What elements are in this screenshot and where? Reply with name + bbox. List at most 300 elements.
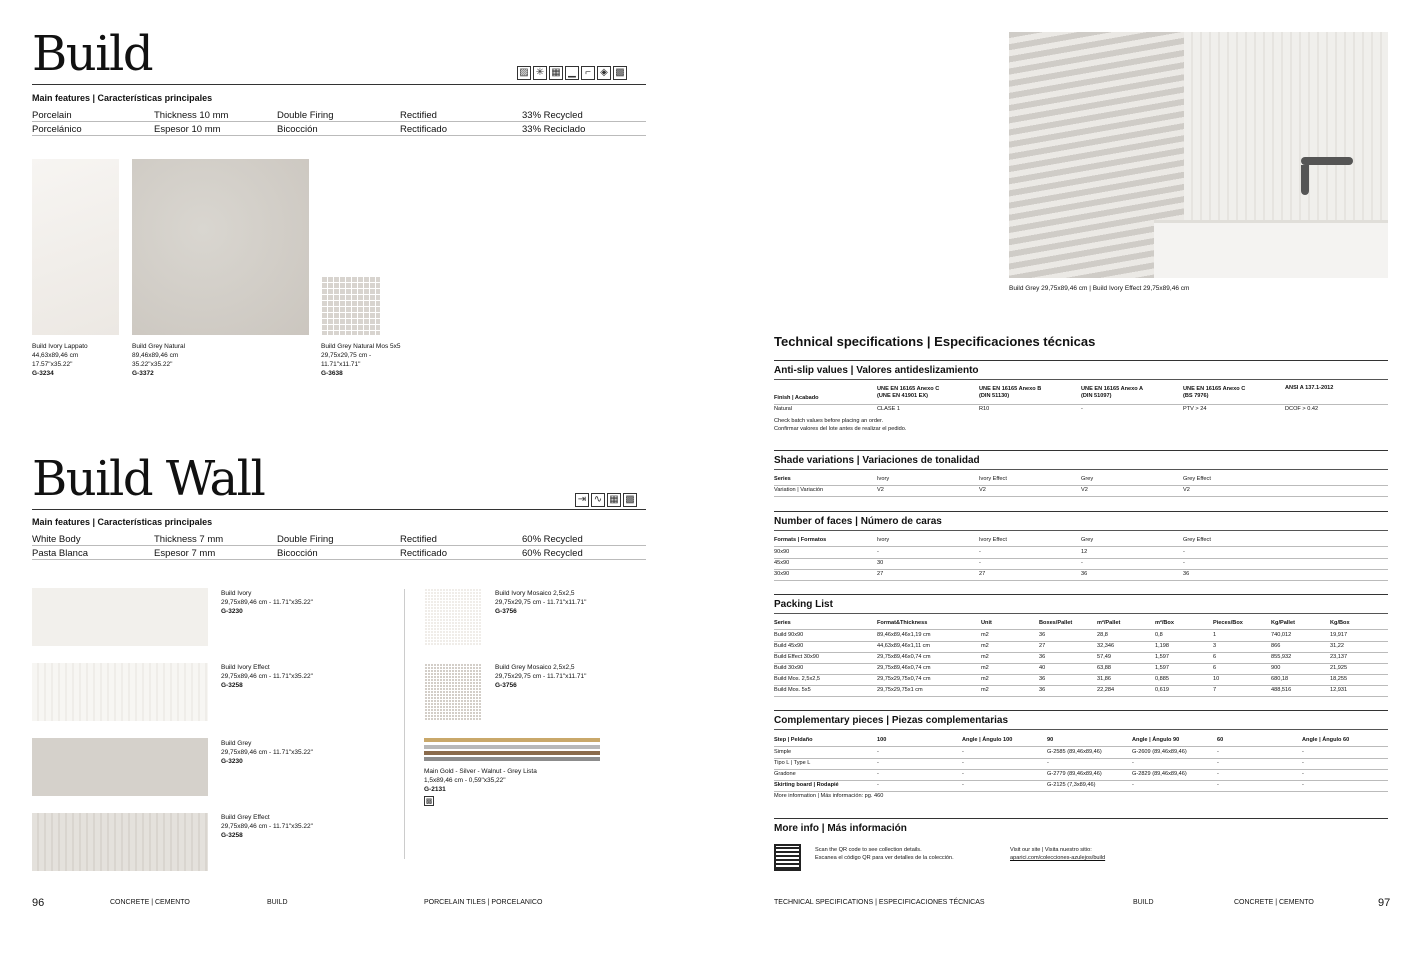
product-dim: 89,46x89,46 cm bbox=[132, 352, 179, 359]
footer-label: TECHNICAL SPECIFICATIONS | ESPECIFICACIONES TÉCNICAS bbox=[774, 899, 985, 906]
table-cell: - bbox=[1217, 782, 1219, 788]
table-cell: 0,619 bbox=[1155, 687, 1169, 693]
product-caption bbox=[495, 663, 586, 690]
feature-cell: Double Firing bbox=[277, 110, 334, 121]
table-cell: Build 90x90 bbox=[774, 632, 804, 638]
table-cell: G-2585 (89,46x89,46) bbox=[1047, 749, 1102, 755]
note: Check batch values before placing an order. bbox=[774, 418, 884, 424]
divider bbox=[32, 559, 646, 560]
table-cell: G-2609 (89,46x89,46) bbox=[1132, 749, 1187, 755]
table-cell: 18,255 bbox=[1330, 676, 1348, 682]
table-header: Ivory Effect bbox=[979, 476, 1007, 482]
table-row bbox=[774, 770, 1388, 781]
site-label: Visit our site | Visita nuestro sitio: bbox=[1010, 847, 1092, 853]
build-title: Build bbox=[32, 26, 153, 82]
build-features-table bbox=[32, 108, 646, 136]
feature-cell: 33% Reciclado bbox=[522, 124, 586, 135]
tile-build-ivory-lappato bbox=[32, 159, 119, 335]
table-row bbox=[774, 759, 1388, 770]
product-code: G-3258 bbox=[221, 682, 243, 689]
table-cell: Natural bbox=[774, 406, 793, 412]
product-code: G-3756 bbox=[495, 682, 517, 689]
table-cell: 6 bbox=[1213, 654, 1217, 660]
product-code: G-3230 bbox=[221, 608, 243, 615]
table-cell: Build 30x90 bbox=[774, 665, 804, 671]
table-header: (UNE EN 41901 EX) bbox=[877, 393, 928, 399]
table-cell: - bbox=[1047, 760, 1049, 766]
table-row bbox=[774, 781, 1388, 792]
qr-code-pattern bbox=[774, 844, 801, 871]
divider bbox=[774, 594, 1388, 595]
table-cell: 10 bbox=[1213, 676, 1220, 682]
divider bbox=[774, 710, 1388, 711]
table-cell: 30x90 bbox=[774, 571, 790, 577]
table-cell: - bbox=[1217, 760, 1219, 766]
table-cell: 21,925 bbox=[1330, 665, 1348, 671]
table-cell: 40 bbox=[1039, 665, 1046, 671]
table-header: Grey Effect bbox=[1183, 537, 1211, 543]
qr-line: Scan the QR code to see collection details. bbox=[815, 847, 922, 853]
product-dim: 17.57"x35.22" bbox=[32, 361, 73, 368]
divider bbox=[774, 791, 1388, 792]
photo-caption: Build Grey 29,75x89,46 cm | Build Ivory Effect 29,75x89,46 cm bbox=[1009, 285, 1190, 292]
table-row bbox=[774, 642, 1388, 653]
table-row bbox=[774, 664, 1388, 675]
table-cell: m2 bbox=[981, 676, 989, 682]
table-cell: 36 bbox=[1039, 632, 1046, 638]
qr-code-icon[interactable] bbox=[774, 844, 801, 871]
product-caption bbox=[221, 589, 313, 616]
feature-cell: Rectified bbox=[400, 534, 437, 545]
table-cell: - bbox=[877, 771, 879, 777]
table-cell: 6 bbox=[1213, 665, 1217, 671]
table-cell: - bbox=[1081, 406, 1083, 412]
lista-gold bbox=[424, 738, 600, 742]
table-cell: 855,932 bbox=[1271, 654, 1292, 660]
build-usage-icons bbox=[517, 66, 627, 80]
table-cell: Tipo L | Type L bbox=[774, 760, 811, 766]
table-cell: m2 bbox=[981, 687, 989, 693]
divider bbox=[774, 629, 1388, 630]
table-row bbox=[774, 559, 1388, 570]
table-cell: 27 bbox=[877, 571, 884, 577]
frost-icon: ✳ bbox=[533, 66, 547, 80]
faces-title: Number of faces | Número de caras bbox=[774, 516, 942, 527]
table-header: ANSI A 137.1-2012 bbox=[1285, 385, 1334, 391]
table-cell: 680,18 bbox=[1271, 676, 1289, 682]
lista-walnut bbox=[424, 751, 600, 755]
table-header: Kg/Pallet bbox=[1271, 620, 1295, 626]
product-caption bbox=[32, 342, 88, 378]
table-cell: 29,75x29,75x0,74 cm bbox=[877, 676, 931, 682]
table-header: Grey bbox=[1081, 537, 1094, 543]
table-header: 90 bbox=[1047, 737, 1054, 743]
product-dim: 29,75x29,75 cm - 11.71"x11.71" bbox=[495, 673, 587, 680]
table-cell: V2 bbox=[979, 487, 986, 493]
feature-cell: Rectificado bbox=[400, 548, 447, 559]
table-cell: 63,88 bbox=[1097, 665, 1111, 671]
table-cell: 36 bbox=[1183, 571, 1190, 577]
feature-cell: Double Firing bbox=[277, 534, 334, 545]
feature-cell: Porcelánico bbox=[32, 124, 82, 135]
tile-build-grey-mos-5x5 bbox=[321, 276, 380, 335]
moreinfo-title: More info | Más información bbox=[774, 823, 907, 834]
table-cell: 28,8 bbox=[1097, 632, 1108, 638]
product-caption bbox=[221, 813, 313, 840]
tile-build-ivory bbox=[32, 588, 208, 646]
shade-title: Shade variations | Variaciones de tonalidad bbox=[774, 455, 980, 466]
table-cell: DCOF > 0.42 bbox=[1285, 406, 1319, 412]
divider bbox=[774, 580, 1388, 581]
table-cell: Build Effect 30x90 bbox=[774, 654, 819, 660]
wave-icon: ∿ bbox=[591, 493, 605, 507]
table-cell: 36 bbox=[1081, 571, 1088, 577]
photo-faucet bbox=[1301, 157, 1353, 165]
tile-build-ivory-mosaic bbox=[424, 588, 482, 646]
table-cell: PTV > 24 bbox=[1183, 406, 1207, 412]
table-header: (DIN 51130) bbox=[979, 393, 1010, 399]
feature-cell: Rectified bbox=[400, 110, 437, 121]
table-header: 100 bbox=[877, 737, 887, 743]
table-cell: 740,012 bbox=[1271, 632, 1292, 638]
table-cell: - bbox=[979, 549, 981, 555]
product-name: Build Grey bbox=[495, 664, 526, 671]
anti-slip-icon: ▨ bbox=[517, 66, 531, 80]
product-caption bbox=[221, 663, 313, 690]
table-cell: - bbox=[1302, 749, 1304, 755]
table-cell: 29,75x89,46x0,74 cm bbox=[877, 665, 931, 671]
divider bbox=[774, 546, 1388, 547]
footer-label: BUILD bbox=[267, 899, 288, 906]
table-header: 60 bbox=[1217, 737, 1224, 743]
mosaic-icon: ▩ bbox=[613, 66, 627, 80]
table-cell: 90x90 bbox=[774, 549, 790, 555]
product-dim: 29,75x89,46 cm - 11.71"x35.22" bbox=[221, 673, 313, 680]
page-number: 97 bbox=[1378, 897, 1391, 909]
photo-faucet-spout bbox=[1301, 165, 1309, 195]
feature-cell: 33% Recycled bbox=[522, 110, 583, 121]
product-name: Build Grey Effect bbox=[221, 814, 270, 821]
product-dim: 29,75x89,46 cm - 11.71"x35.22" bbox=[221, 749, 313, 756]
table-header: Ivory bbox=[877, 537, 890, 543]
table-cell: 27 bbox=[1039, 643, 1046, 649]
product-name: Build Grey Natural bbox=[132, 343, 186, 350]
table-row bbox=[774, 686, 1388, 697]
table-cell: CLASE 1 bbox=[877, 406, 901, 412]
floor-icon: ▁ bbox=[565, 66, 579, 80]
table-cell: 488,516 bbox=[1271, 687, 1292, 693]
product-code: G-3230 bbox=[221, 758, 243, 765]
antislip-table bbox=[774, 386, 1388, 436]
tile-build-ivory-effect bbox=[32, 663, 208, 721]
divider bbox=[774, 511, 1388, 512]
product-dim: 11.71"x11.71" bbox=[321, 361, 361, 368]
divider bbox=[774, 379, 1388, 380]
table-cell: Build Mos. 5x5 bbox=[774, 687, 811, 693]
arrow-icon: ⇥ bbox=[575, 493, 589, 507]
table-cell: - bbox=[877, 549, 879, 555]
table-cell: 32,346 bbox=[1097, 643, 1115, 649]
table-header: m²/Box bbox=[1155, 620, 1174, 626]
table-header: (DIN 51097) bbox=[1081, 393, 1112, 399]
feature-cell: Rectificado bbox=[400, 124, 447, 135]
table-cell: 89,46x89,46x1,19 cm bbox=[877, 632, 931, 638]
comp-title: Complementary pieces | Piezas complementarias bbox=[774, 715, 1009, 726]
tile-build-grey-effect bbox=[32, 813, 208, 871]
table-header: Format&Thickness bbox=[877, 620, 928, 626]
product-dim: 29,75x89,46 cm - 11.71"x35.22" bbox=[221, 599, 313, 606]
divider bbox=[774, 696, 1388, 697]
product-caption bbox=[321, 342, 401, 378]
divider bbox=[774, 818, 1388, 819]
mosaic-icon: ▩ bbox=[623, 493, 637, 507]
qr-text bbox=[815, 846, 954, 862]
table-cell: 23,137 bbox=[1330, 654, 1348, 660]
table-cell: Skirting board | Rodapié bbox=[774, 782, 839, 788]
table-header: UNE EN 16165 Anexo C bbox=[877, 386, 940, 392]
product-name-suffix: Mos 5x5 bbox=[375, 343, 401, 350]
divider bbox=[774, 485, 1388, 486]
tile-build-grey-natural bbox=[132, 159, 309, 335]
divider bbox=[774, 729, 1388, 730]
table-cell: - bbox=[1183, 560, 1185, 566]
footer-label: PORCELAIN TILES | PORCELANICO bbox=[424, 899, 543, 906]
feature-cell: Thickness 7 mm bbox=[154, 534, 224, 545]
divider bbox=[32, 135, 646, 136]
table-cell: 1 bbox=[1213, 632, 1217, 638]
divider bbox=[774, 450, 1388, 451]
table-cell: 3 bbox=[1213, 643, 1217, 649]
divider bbox=[774, 469, 1388, 470]
product-dim: 1,5x89,46 cm - 0,59"x35,22" bbox=[424, 777, 506, 784]
product-dim: 29,75x89,46 cm - 11.71"x35.22" bbox=[221, 823, 313, 830]
product-name-suffix: Mosaico 2,5x2,5 bbox=[527, 664, 575, 671]
table-header: Pieces/Box bbox=[1213, 620, 1243, 626]
tile-build-grey-mosaic bbox=[424, 663, 482, 721]
grid-icon: ▦ bbox=[607, 493, 621, 507]
table-cell: 36 bbox=[1039, 654, 1046, 660]
build-wall-title: Build Wall bbox=[32, 451, 265, 507]
antislip-title: Anti-slip values | Valores antideslizamiento bbox=[774, 365, 979, 376]
wall-grid-icon: ▦ bbox=[549, 66, 563, 80]
table-cell: - bbox=[1302, 760, 1304, 766]
product-dim: 35.22"x35.22" bbox=[132, 361, 173, 368]
table-cell: V2 bbox=[877, 487, 884, 493]
tech-title: Technical specifications | Especificaciones técnicas bbox=[774, 334, 1096, 349]
table-cell: - bbox=[1217, 749, 1219, 755]
feature-cell: Bicocción bbox=[277, 548, 318, 559]
product-code: G-3372 bbox=[132, 370, 154, 377]
table-header: Step | Peldaño bbox=[774, 737, 813, 743]
table-cell: 7 bbox=[1213, 687, 1217, 693]
table-cell: 29,75x29,75x1 cm bbox=[877, 687, 923, 693]
feature-cell: 60% Recycled bbox=[522, 548, 583, 559]
table-cell: - bbox=[877, 760, 879, 766]
product-code: G-3756 bbox=[495, 608, 517, 615]
table-cell: Gradone bbox=[774, 771, 796, 777]
site-link[interactable]: aparici.com/colecciones-azulejos/build bbox=[1010, 855, 1106, 861]
table-cell: 1,198 bbox=[1155, 643, 1169, 649]
table-cell: 1,597 bbox=[1155, 665, 1169, 671]
divider bbox=[32, 509, 646, 510]
table-header: UNE EN 16165 Anexo B bbox=[979, 386, 1042, 392]
table-header: m²/Pallet bbox=[1097, 620, 1121, 626]
table-cell: - bbox=[1183, 549, 1185, 555]
feature-cell: Pasta Blanca bbox=[32, 548, 88, 559]
table-cell: - bbox=[1132, 782, 1134, 788]
divider bbox=[774, 404, 1388, 405]
table-header: Kg/Box bbox=[1330, 620, 1350, 626]
table-header: Grey bbox=[1081, 476, 1094, 482]
footer-label: BUILD bbox=[1133, 899, 1154, 906]
table-cell: 12 bbox=[1081, 549, 1088, 555]
table-cell: 31,22 bbox=[1330, 643, 1344, 649]
divider bbox=[32, 121, 646, 122]
feature-cell: White Body bbox=[32, 534, 81, 545]
bathroom-photo bbox=[1009, 32, 1388, 278]
table-header: UNE EN 16165 Anexo C bbox=[1183, 386, 1246, 392]
table-cell: 36 bbox=[1039, 687, 1046, 693]
table-row bbox=[774, 570, 1388, 581]
packing-title: Packing List bbox=[774, 599, 833, 610]
table-cell: m2 bbox=[981, 632, 989, 638]
table-header: Angle | Ángulo 100 bbox=[962, 737, 1013, 743]
photo-basin bbox=[1154, 220, 1388, 278]
feature-cell: Espesor 7 mm bbox=[154, 548, 216, 559]
table-cell: - bbox=[979, 560, 981, 566]
table-header: Unit bbox=[981, 620, 992, 626]
note: More information | Más información: pg. 460 bbox=[774, 793, 884, 799]
lista-grey bbox=[424, 757, 600, 761]
product-name: Build Ivory Lappato bbox=[32, 343, 88, 350]
table-cell: 31,86 bbox=[1097, 676, 1111, 682]
table-cell: G-2779 (89,46x89,46) bbox=[1047, 771, 1102, 777]
footer-label: CONCRETE | CEMENTO bbox=[1234, 899, 1314, 906]
feature-cell: 60% Recycled bbox=[522, 534, 583, 545]
site-text bbox=[1010, 846, 1105, 862]
table-cell: 57,49 bbox=[1097, 654, 1111, 660]
page-number: 96 bbox=[32, 897, 45, 909]
table-cell: 44,63x89,46x1,11 cm bbox=[877, 643, 931, 649]
table-cell: Simple bbox=[774, 749, 792, 755]
comp-table bbox=[774, 736, 1388, 806]
table-header: Formats | Formatos bbox=[774, 537, 827, 543]
table-cell: 12,931 bbox=[1330, 687, 1348, 693]
divider bbox=[774, 530, 1388, 531]
packing-table bbox=[774, 619, 1388, 699]
product-dim: 29,75x29,75 cm - bbox=[321, 352, 372, 359]
divider bbox=[774, 613, 1388, 614]
divider bbox=[404, 589, 405, 859]
table-cell: m2 bbox=[981, 665, 989, 671]
tile-build-grey bbox=[32, 738, 208, 796]
wall-features-table bbox=[32, 532, 646, 560]
feature-cell: Thickness 10 mm bbox=[154, 110, 229, 121]
footer-label: CONCRETE | CEMENTO bbox=[110, 899, 190, 906]
table-cell: - bbox=[1081, 560, 1083, 566]
table-header: Grey Effect bbox=[1183, 476, 1211, 482]
table-cell: - bbox=[962, 771, 964, 777]
qr-line: Escanea el código QR para ver detalles de la colección. bbox=[815, 855, 954, 861]
product-caption bbox=[221, 739, 313, 766]
mosaic-icon: ▩ bbox=[425, 797, 433, 805]
product-dim: 29,75x29,75 cm - 11.71"x11.71" bbox=[495, 599, 587, 606]
product-name: Main Gold - Silver - Walnut - Grey Lista bbox=[424, 768, 537, 775]
product-code: G-3234 bbox=[32, 370, 54, 377]
product-name: Build Ivory bbox=[495, 590, 526, 597]
table-cell: 22,284 bbox=[1097, 687, 1115, 693]
product-caption bbox=[132, 342, 185, 378]
table-cell: 0,885 bbox=[1155, 676, 1169, 682]
table-header: Ivory Effect bbox=[979, 537, 1007, 543]
faces-table bbox=[774, 536, 1388, 582]
table-cell: - bbox=[962, 749, 964, 755]
table-cell: - bbox=[1302, 782, 1304, 788]
feature-cell: Porcelain bbox=[32, 110, 72, 121]
table-header: UNE EN 16165 Anexo A bbox=[1081, 386, 1144, 392]
table-cell: 900 bbox=[1271, 665, 1281, 671]
wall-usage-icons bbox=[575, 493, 637, 507]
product-dim: 44,63x89,46 cm bbox=[32, 352, 79, 359]
table-cell: R10 bbox=[979, 406, 990, 412]
feature-cell: Espesor 10 mm bbox=[154, 124, 221, 135]
table-cell: 45x90 bbox=[774, 560, 790, 566]
table-cell: G-2829 (89,46x89,46) bbox=[1132, 771, 1187, 777]
divider bbox=[774, 360, 1388, 361]
table-header: Boxes/Pallet bbox=[1039, 620, 1073, 626]
shade-table bbox=[774, 475, 1388, 499]
table-header: Angle | Ángulo 90 bbox=[1132, 737, 1180, 743]
product-code: G-3258 bbox=[221, 832, 243, 839]
product-caption bbox=[495, 589, 586, 616]
table-cell: 30 bbox=[877, 560, 884, 566]
table-cell: - bbox=[962, 760, 964, 766]
table-cell: - bbox=[1217, 771, 1219, 777]
table-cell: m2 bbox=[981, 654, 989, 660]
divider bbox=[774, 746, 1388, 747]
build-features-title: Main features | Características principales bbox=[32, 93, 213, 103]
feature-cell: Bicocción bbox=[277, 124, 318, 135]
product-code: G-3638 bbox=[321, 370, 343, 377]
table-header: Series bbox=[774, 620, 791, 626]
table-cell: 0,8 bbox=[1155, 632, 1163, 638]
table-cell: - bbox=[877, 782, 879, 788]
table-header: Ivory bbox=[877, 476, 890, 482]
note: Confirmar valores del lote antes de realizar el pedido. bbox=[774, 426, 907, 432]
table-cell: m2 bbox=[981, 643, 989, 649]
table-cell: Build 45x90 bbox=[774, 643, 804, 649]
table-cell: - bbox=[877, 749, 879, 755]
wall-features-title: Main features | Características principales bbox=[32, 517, 213, 527]
table-cell: - bbox=[962, 782, 964, 788]
divider bbox=[32, 545, 646, 546]
table-header: Finish | Acabado bbox=[774, 395, 819, 401]
stairs-icon: ⌐ bbox=[581, 66, 595, 80]
table-cell: V2 bbox=[1081, 487, 1088, 493]
product-code: G-2131 bbox=[424, 786, 446, 793]
table-cell: 866 bbox=[1271, 643, 1281, 649]
divider bbox=[774, 496, 1388, 497]
table-cell: 29,75x89,46x0,74 cm bbox=[877, 654, 931, 660]
table-cell: G-2125 (7,3x89,46) bbox=[1047, 782, 1096, 788]
table-cell: 36 bbox=[1039, 676, 1046, 682]
product-name: Build Grey Natural bbox=[321, 343, 375, 350]
table-row bbox=[774, 748, 1388, 759]
product-caption bbox=[424, 767, 537, 794]
facade-icon: ◈ bbox=[597, 66, 611, 80]
table-row bbox=[774, 631, 1388, 642]
table-cell: - bbox=[1132, 760, 1134, 766]
